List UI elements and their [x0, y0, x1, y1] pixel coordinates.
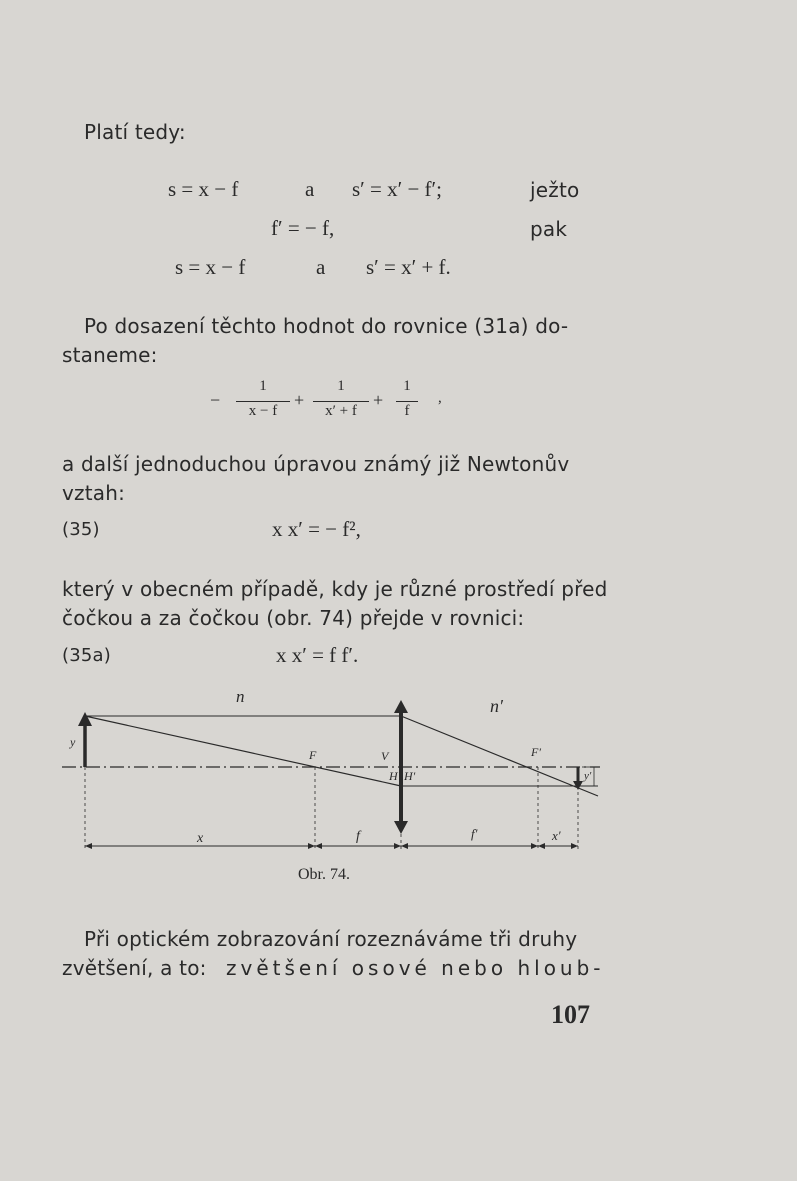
- para1-line1: Po dosazení těchto hodnot do rovnice (31a) do-: [84, 314, 569, 338]
- para4-line2-plain: zvětšení, a to:: [62, 956, 207, 980]
- label-f-prime: f′: [471, 826, 478, 841]
- frac2-num: 1: [337, 378, 345, 394]
- eq2-tail: pak: [530, 217, 568, 241]
- eq35-expr: x x′ = − f²,: [272, 517, 361, 541]
- label-H: H: [389, 769, 398, 783]
- label-n-prime: n′: [490, 696, 503, 716]
- label-y: y: [70, 735, 76, 749]
- lens-arrow-top: [394, 700, 408, 713]
- para4-line2-spaced: zvětšení osové nebo hloub-: [226, 956, 605, 980]
- frac2-den: x′ + f: [325, 403, 357, 419]
- ray-image-focus: [401, 716, 598, 796]
- frac-plus1: +: [294, 390, 305, 410]
- object-arrow-head: [78, 712, 92, 726]
- para1-line2: staneme:: [62, 343, 158, 367]
- frac3-den: f: [404, 403, 410, 419]
- eq1-conj: a: [305, 177, 315, 201]
- ray-object-focus: [85, 716, 401, 786]
- label-F-prime: F′: [531, 745, 541, 759]
- label-f: f: [356, 829, 360, 844]
- para3-line1: který v obecném případě, kdy je různé prostředí před: [62, 577, 608, 601]
- frac-plus2: +: [373, 390, 384, 410]
- eq2-expr: f′ = − f,: [271, 216, 335, 240]
- para2-line2: vztah:: [62, 481, 126, 505]
- figure-caption: Obr. 74.: [298, 866, 350, 883]
- intro-text: Platí tedy:: [84, 120, 186, 144]
- label-n: n: [236, 687, 245, 706]
- label-F: F: [309, 748, 317, 762]
- eq3-left: s = x − f: [175, 255, 246, 279]
- para3-line2: čočkou a za čočkou (obr. 74) přejde v rovnici:: [62, 606, 525, 630]
- eq35a-expr: x x′ = f f′.: [276, 643, 359, 667]
- eq1-tail: ježto: [530, 178, 580, 202]
- frac1-den: x − f: [248, 403, 278, 419]
- eq3-conj: a: [316, 255, 326, 279]
- label-H-prime: H′: [404, 769, 416, 783]
- page-number: 107: [551, 1000, 590, 1029]
- eq3-right: s′ = x′ + f.: [366, 255, 451, 279]
- para4-line1: Při optickém zobrazování rozeznáváme tři druhy: [84, 927, 578, 951]
- label-y-prime: y′: [584, 770, 592, 782]
- frac-minus: −: [210, 390, 221, 410]
- label-V: V: [381, 749, 389, 763]
- label-x: x: [197, 831, 204, 846]
- frac-comma: ,: [438, 390, 442, 406]
- lens-arrow-bottom: [394, 821, 408, 834]
- frac1-num: 1: [259, 378, 267, 394]
- para2-line1: a další jednoduchou úpravou známý již Newtonův: [62, 452, 570, 476]
- frac3-num: 1: [403, 378, 411, 394]
- eq1-right: s′ = x′ − f′;: [352, 177, 442, 201]
- label-x-prime: x′: [552, 828, 561, 843]
- eq35a-label: (35a): [62, 645, 111, 666]
- eq35-label: (35): [62, 519, 100, 540]
- eq1-left: s = x − f: [168, 177, 239, 201]
